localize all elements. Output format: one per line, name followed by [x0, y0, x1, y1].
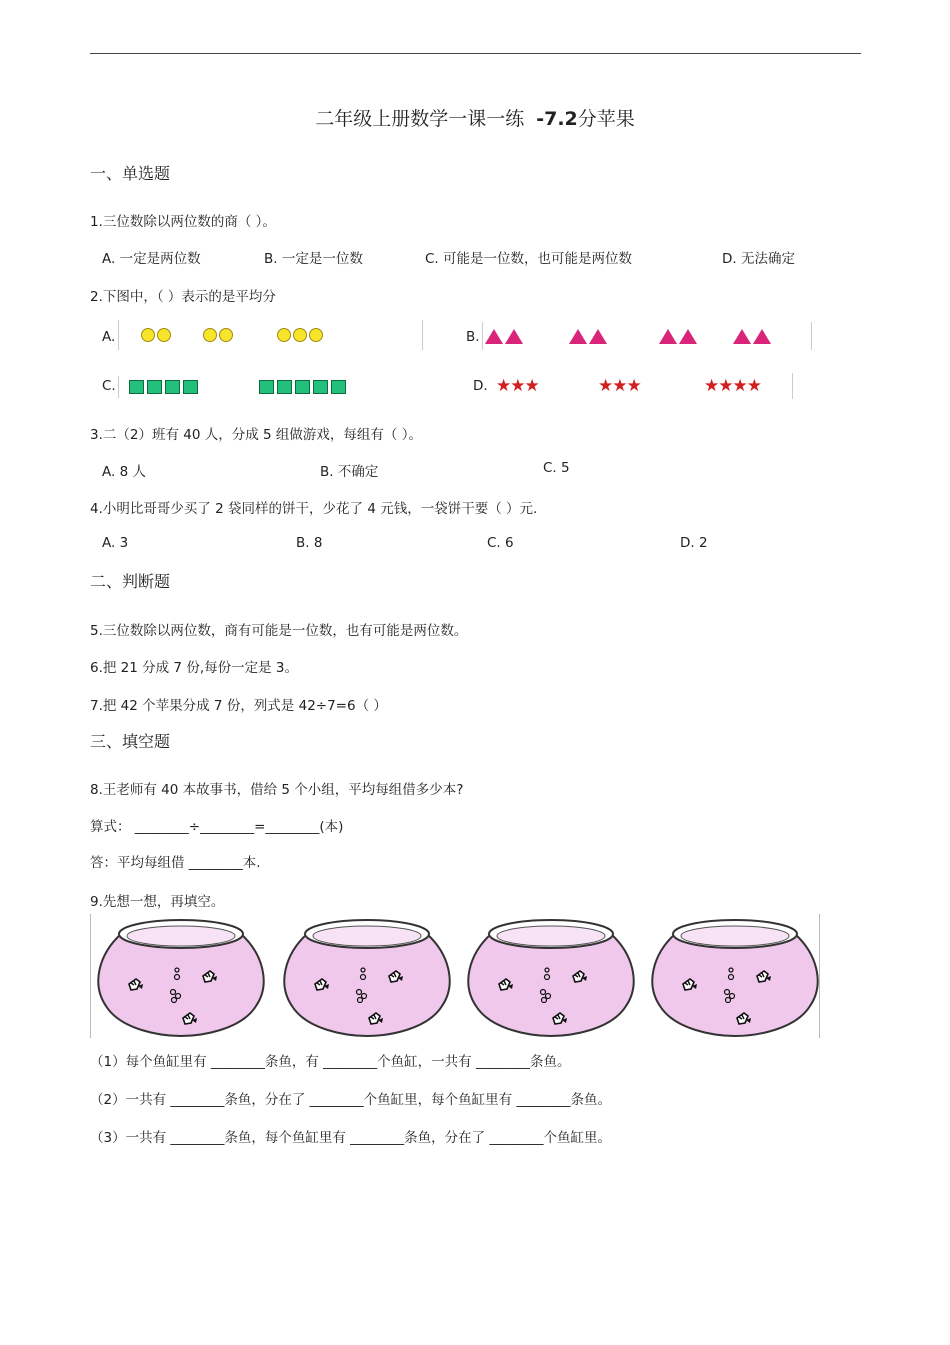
q8-answer-blank[interactable]: 答：平均每组借 ________本. [90, 855, 261, 871]
fishbowl-4 [652, 920, 817, 1036]
header-rule [90, 53, 861, 54]
q3-option-a[interactable]: A. 8 人 [102, 464, 146, 480]
q2-figure-d-stars [490, 373, 793, 399]
q1-option-d[interactable]: D. 无法确定 [722, 251, 795, 267]
question-6: 6.把 21 分成 7 份,每份一定是 3。 [90, 660, 298, 676]
circle-shape [219, 328, 233, 342]
triangle-shape [589, 329, 607, 344]
fishbowl-2 [284, 920, 449, 1036]
circle-shape [293, 328, 307, 342]
question-8: 8.王老师有 40 本故事书，借给 5 个小组，平均每组借多少本? [90, 782, 464, 798]
triangle-shape [485, 329, 503, 344]
star-icon: ★ [718, 375, 734, 396]
star-icon: ★ [746, 375, 762, 396]
page-title: 二年级上册数学一课一练 -7.2分苹果 [315, 108, 635, 130]
q4-option-a[interactable]: A. 3 [102, 535, 129, 551]
triangle-shape [569, 329, 587, 344]
star-icon: ★ [626, 375, 642, 396]
q2-option-d[interactable]: D. [473, 378, 488, 394]
triangle-shape [753, 329, 771, 344]
square-shape [313, 380, 328, 394]
section-heading-judgement: 二、判断题 [90, 572, 171, 591]
section-heading-choice: 一、单选题 [90, 164, 171, 183]
star-icon: ★ [510, 375, 526, 396]
q1-option-b[interactable]: B. 一定是一位数 [264, 251, 363, 267]
square-shape [129, 380, 144, 394]
square-shape [277, 380, 292, 394]
fishbowls-svg [91, 914, 819, 1038]
q2-figure-b-triangles [482, 322, 812, 350]
triangle-shape [679, 329, 697, 344]
square-shape [331, 380, 346, 394]
circle-shape [141, 328, 155, 342]
triangle-shape [505, 329, 523, 344]
q3-option-c[interactable]: C. 5 [543, 460, 570, 476]
circle-shape [157, 328, 171, 342]
star-icon: ★ [704, 375, 720, 396]
square-shape [259, 380, 274, 394]
q2-figure-c-squares [118, 376, 457, 398]
fishbowl-3 [468, 920, 633, 1036]
star-icon: ★ [496, 375, 512, 396]
square-shape [165, 380, 180, 394]
star-icon: ★ [598, 375, 614, 396]
q2-option-c[interactable]: C. [102, 378, 116, 394]
fishbowl-1 [98, 920, 263, 1036]
circle-shape [277, 328, 291, 342]
question-2: 2.下图中，（ ）表示的是平均分 [90, 289, 276, 305]
q9-part-2[interactable]: （2）一共有 ________条鱼，分在了 ________个鱼缸里，每个鱼缸里有 ________条鱼。 [90, 1092, 611, 1108]
q3-option-b[interactable]: B. 不确定 [320, 464, 379, 480]
question-3: 3.二（2）班有 40 人，分成 5 组做游戏，每组有（ ）。 [90, 427, 422, 443]
q4-option-c[interactable]: C. 6 [487, 535, 514, 551]
star-icon: ★ [524, 375, 540, 396]
star-icon: ★ [732, 375, 748, 396]
square-shape [147, 380, 162, 394]
circle-shape [203, 328, 217, 342]
q2-figure-a-circles [118, 320, 423, 350]
q4-option-d[interactable]: D. 2 [680, 535, 708, 551]
q9-part-1[interactable]: （1）每个鱼缸里有 ________条鱼，有 ________个鱼缸，一共有 ________条鱼。 [90, 1054, 571, 1070]
question-1: 1.三位数除以两位数的商（ ）。 [90, 214, 276, 230]
fishbowl-figure [90, 914, 820, 1038]
question-7: 7.把 42 个苹果分成 7 份，列式是 42÷7=6（ ） [90, 698, 387, 714]
question-9: 9.先想一想，再填空。 [90, 894, 225, 910]
question-4: 4.小明比哥哥少买了 2 袋同样的饼干，少花了 4 元钱，一袋饼干要（ ）元. [90, 501, 538, 517]
section-heading-fill: 三、填空题 [90, 732, 171, 751]
triangle-shape [659, 329, 677, 344]
question-5: 5.三位数除以两位数，商有可能是一位数，也有可能是两位数。 [90, 623, 468, 639]
q2-option-a[interactable]: A. [102, 329, 116, 345]
q2-option-b[interactable]: B. [466, 329, 480, 345]
square-shape [295, 380, 310, 394]
triangle-shape [733, 329, 751, 344]
circle-shape [309, 328, 323, 342]
q4-option-b[interactable]: B. 8 [296, 535, 323, 551]
q1-option-a[interactable]: A. 一定是两位数 [102, 251, 201, 267]
q9-part-3[interactable]: （3）一共有 ________条鱼，每个鱼缸里有 ________条鱼，分在了 ________个鱼缸里。 [90, 1130, 611, 1146]
star-icon: ★ [612, 375, 628, 396]
square-shape [183, 380, 198, 394]
q8-formula-blank[interactable]: 算式： ________÷________=________(本) [90, 819, 344, 835]
q1-option-c[interactable]: C. 可能是一位数，也可能是两位数 [425, 251, 633, 267]
